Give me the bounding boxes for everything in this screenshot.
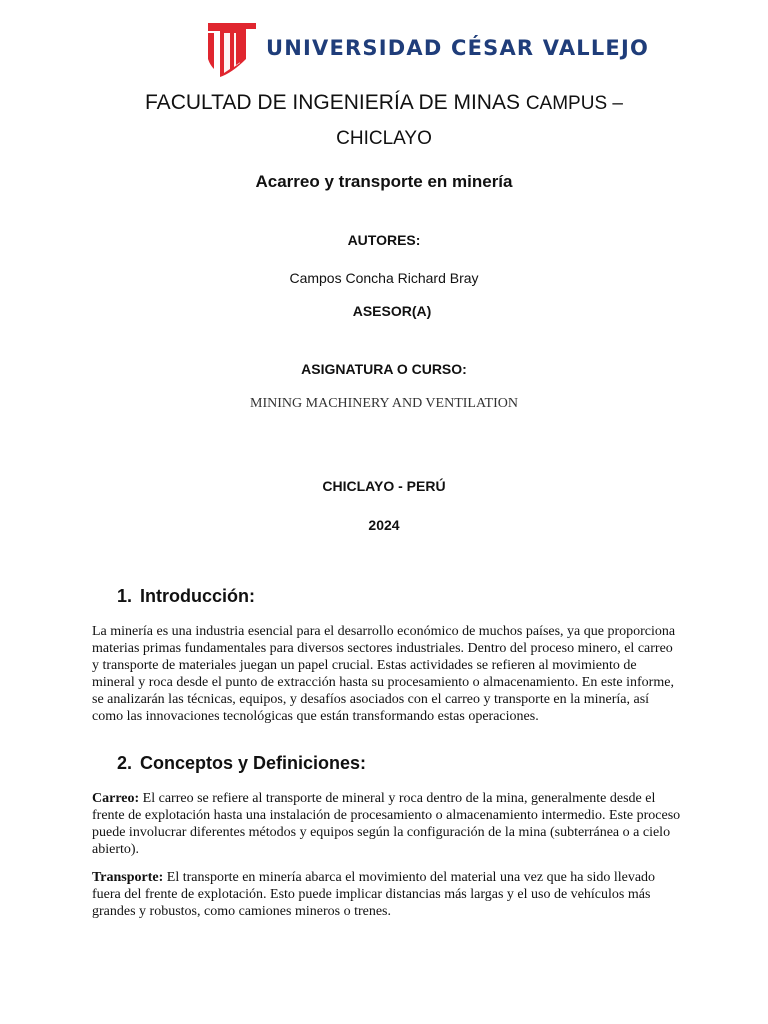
definition-term: Transporte: bbox=[92, 870, 164, 885]
definition-carreo bbox=[92, 790, 682, 858]
section-heading-concepts bbox=[117, 753, 366, 774]
advisor-heading: ASESOR(A) bbox=[352, 303, 432, 319]
section-title: Conceptos y Definiciones: bbox=[140, 753, 367, 773]
definition-transporte bbox=[92, 869, 682, 920]
faculty-campus-label: CAMPUS – bbox=[525, 93, 623, 114]
university-logo bbox=[206, 18, 649, 78]
definition-term: Carreo: bbox=[92, 791, 140, 806]
section-title: Introducción: bbox=[140, 586, 256, 606]
definition-text: El carreo se refiere al transporte de mineral y roca dentro de la mina, generalmente desde el frente de explotación hasta una instalación de procesamiento o almacenamiento intermedio. Este proceso puede involucrar diferentes métodos y equipos según la configuración de la mina (subterránea o a cielo abierto). bbox=[92, 791, 681, 857]
faculty-heading bbox=[0, 86, 768, 156]
university-name: UNIVERSIDAD CÉSAR VALLEJO bbox=[266, 36, 650, 60]
introduction-paragraph: La minería es una industria esencial para el desarrollo económico de muchos países, ya que proporciona materias primas fundamentales para diversos sectores industriales. Dentro del proceso minero, el carreo y transporte de materiales juegan un papel crucial. Estas actividades se refieren al movimiento de mineral y roca desde el punto de extracción hasta su procesamiento o almacenamiento. En este informe, se analizarán las técnicas, equipos, y desafíos asociados con el carreo y transporte en la minería, así como las innovaciones tecnológicas que están transformando estas operaciones. bbox=[92, 624, 676, 724]
place: CHICLAYO - PERÚ bbox=[322, 478, 446, 494]
author-name: Campos Concha Richard Bray bbox=[289, 270, 479, 286]
faculty-city: CHICLAYO bbox=[336, 128, 432, 149]
course-name: MINING MACHINERY AND VENTILATION bbox=[250, 396, 518, 411]
course-heading: ASIGNATURA O CURSO: bbox=[301, 361, 467, 377]
faculty-name: FACULTAD DE INGENIERÍA DE MINAS bbox=[145, 91, 520, 114]
definition-text: El transporte en minería abarca el movimiento del material una vez que ha sido llevado fuera del frente de explotación. Esto puede implicar distancias más largas y el uso de vehículos más grandes y robustos, como camiones mineros o trenes. bbox=[92, 870, 656, 919]
year: 2024 bbox=[368, 517, 400, 533]
document-title: Acarreo y transporte en minería bbox=[255, 172, 513, 191]
section-number: 1. bbox=[117, 586, 133, 606]
university-shield-icon bbox=[206, 19, 258, 77]
authors-heading: AUTORES: bbox=[347, 232, 421, 248]
section-heading-introduction bbox=[117, 586, 255, 607]
section-number: 2. bbox=[117, 753, 133, 773]
